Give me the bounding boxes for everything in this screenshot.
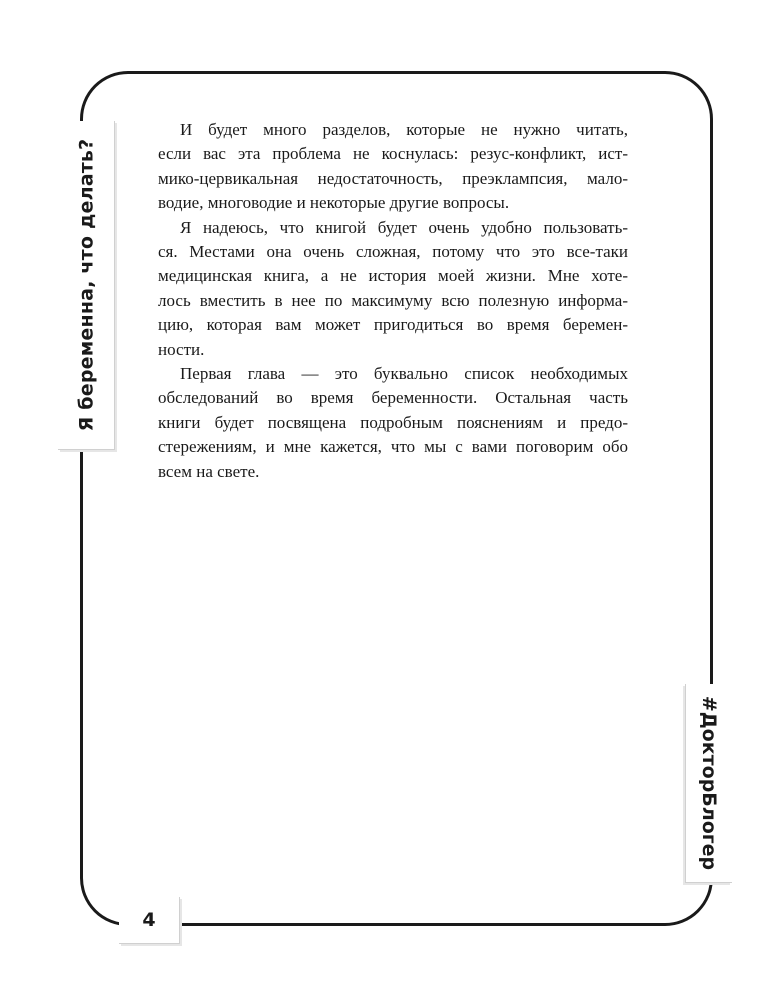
text-line: Первая глава — это буквально список необходимых (180, 364, 628, 384)
text-line: И будет много разделов, которые не нужно читать, (180, 120, 628, 139)
book-title: Я беременна, что делать? (75, 138, 98, 432)
text-line: ности. (158, 339, 205, 359)
text-line: стережениям, и мне кажется, что мы с вами поговорим обо (158, 437, 628, 457)
paragraph (158, 216, 628, 362)
text-line: обследований во время беременности. Остальная часть (158, 388, 628, 408)
text-line: лось вместить в нее по максимуму всю полезную информа- (158, 290, 628, 310)
text-line: мико-цервикальная недостаточность, преэклампсия, мало- (158, 168, 628, 188)
body-text (158, 118, 628, 484)
page-number: 4 (119, 897, 180, 944)
text-line: Я надеюсь, что книгой будет очень удобно пользовать- (180, 217, 628, 237)
text-line: всем на свете. (158, 461, 260, 481)
text-line: книги будет посвящена подробным пояснениям и предо- (158, 412, 628, 432)
text-line: медицинская книга, а не история моей жизни. Мне хоте- (158, 266, 628, 286)
text-line: если вас эта проблема не коснулась: резус-конфликт, ист- (158, 144, 628, 164)
paragraph (158, 118, 628, 216)
paragraph (158, 362, 628, 484)
text-line: цию, которая вам может пригодиться во время беремен- (158, 315, 628, 335)
text-line: водие, многоводие и некоторые другие вопросы. (158, 193, 510, 213)
text-line: ся. Местами она очень сложная, потому что это все-таки (158, 242, 628, 262)
hashtag-tab (685, 684, 732, 883)
hashtag: #ДокторБлогер (698, 695, 721, 871)
book-title-tab (58, 121, 115, 450)
